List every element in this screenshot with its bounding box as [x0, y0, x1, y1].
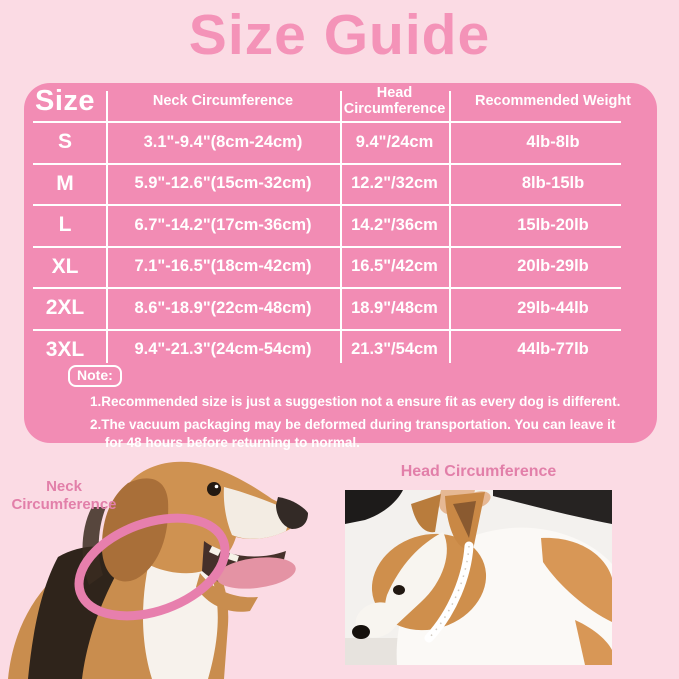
weight-cell: 8lb-15lb — [521, 174, 585, 193]
weight-cell: 4lb-8lb — [526, 132, 580, 151]
column-header-neck: Neck Circumference — [152, 93, 294, 110]
corgi-eye — [393, 585, 405, 595]
column-header-weight: Recommended Weight — [474, 93, 632, 110]
head-cell: 9.4"/24cm — [355, 132, 434, 151]
table-divider — [340, 91, 342, 363]
note-item: 1.Recommended size is just a suggestion not a ensure fit as every dog is different. — [90, 394, 621, 409]
corgi-photo — [345, 490, 612, 665]
size-cell: L — [58, 213, 72, 237]
note-section — [68, 365, 628, 458]
note-item: 2.The vacuum packaging may be deformed during transportation. You can leave it for 48 hours before returning to normal. — [90, 417, 616, 451]
beagle-eye — [207, 482, 221, 496]
weight-cell: 20lb-29lb — [517, 257, 589, 276]
weight-cell: 29lb-44lb — [517, 298, 589, 317]
table-divider — [33, 246, 621, 248]
table-divider — [106, 91, 108, 363]
size-cell: 2XL — [45, 296, 85, 320]
head-cell: 21.3"/54cm — [351, 340, 438, 359]
table-divider — [33, 287, 621, 289]
size-cell: XL — [51, 254, 79, 278]
head-cell: 12.2"/32cm — [351, 174, 438, 193]
table-divider — [33, 329, 621, 331]
neck-circumference-label: Neck Circumference — [11, 478, 117, 513]
neck-cell: 9.4"-21.3"(24cm-54cm) — [134, 340, 312, 359]
weight-cell: 44lb-77lb — [517, 340, 589, 359]
page-title: Size Guide — [188, 3, 491, 67]
head-circumference-label: Head Circumference — [400, 463, 557, 480]
table-divider — [33, 204, 621, 206]
column-header-head: Head Circumference — [343, 85, 446, 117]
size-cell: 3XL — [45, 337, 85, 361]
head-cell: 16.5"/42cm — [351, 257, 438, 276]
table-divider — [33, 121, 621, 123]
note-label: Note: — [68, 365, 122, 387]
neck-cell: 6.7"-14.2"(17cm-36cm) — [134, 215, 312, 234]
corgi-nose — [352, 625, 370, 639]
neck-cell: 8.6"-18.9"(22cm-48cm) — [134, 298, 312, 317]
table-divider — [33, 163, 621, 165]
head-cell: 18.9"/48cm — [351, 298, 438, 317]
size-cell: M — [56, 171, 74, 195]
column-header-size: Size — [34, 85, 96, 118]
weight-cell: 15lb-20lb — [517, 215, 589, 234]
neck-cell: 3.1"-9.4"(8cm-24cm) — [143, 132, 303, 151]
table-divider — [449, 91, 451, 363]
neck-cell: 5.9"-12.6"(15cm-32cm) — [134, 174, 312, 193]
size-table-panel — [24, 83, 657, 451]
neck-cell: 7.1"-16.5"(18cm-42cm) — [134, 257, 312, 276]
size-cell: S — [57, 130, 72, 154]
head-cell: 14.2"/36cm — [351, 215, 438, 234]
